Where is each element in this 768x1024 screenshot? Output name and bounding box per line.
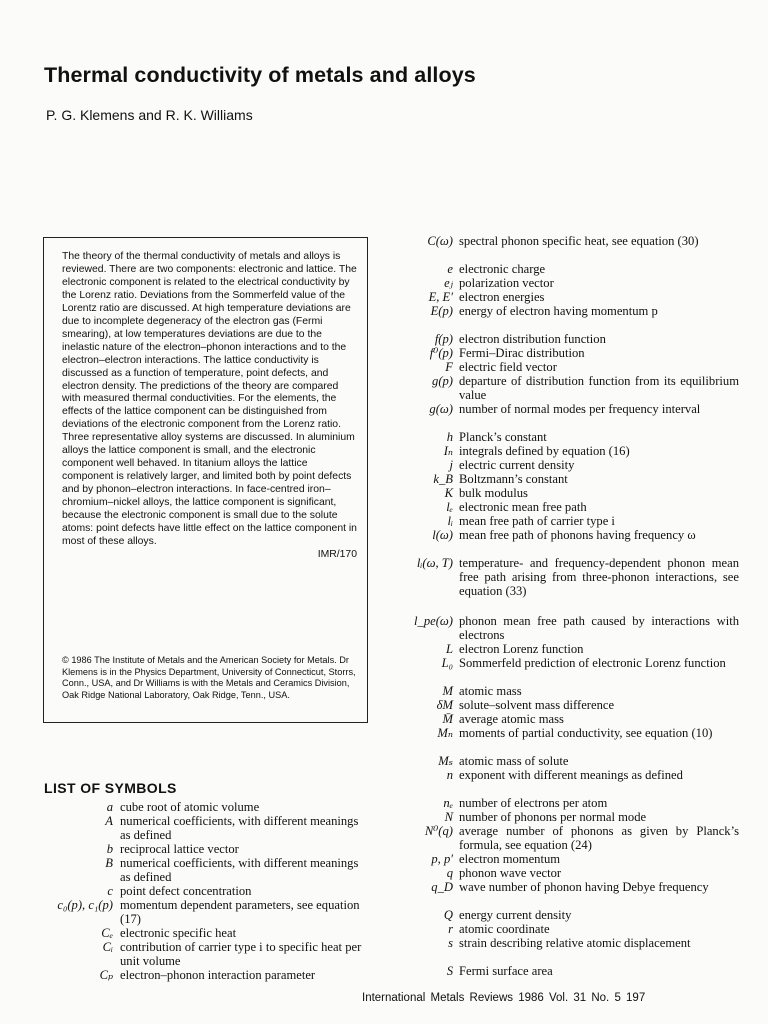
symbol: e xyxy=(447,262,453,276)
symbol: Mₛ xyxy=(438,754,453,768)
symbol-definition: electron–phonon interaction parameter xyxy=(120,968,316,982)
symbol-definition: average number of phonons as given by Planck’s formula, see equation (24) xyxy=(459,824,739,853)
symbol-definition: energy current density xyxy=(459,908,572,922)
article-authors: P. G. Klemens and R. K. Williams xyxy=(46,107,253,123)
symbol-definition: point defect concentration xyxy=(120,884,252,898)
symbol: δM xyxy=(436,698,453,712)
symbol-definition: exponent with different meanings as defined xyxy=(459,768,683,782)
symbol: f(p) xyxy=(434,332,453,346)
symbol-definition: phonon mean free path caused by interactions with electrons xyxy=(459,614,739,643)
symbol: M̄ xyxy=(442,712,453,726)
symbol: g(ω) xyxy=(429,402,453,416)
article-title: Thermal conductivity of metals and alloys xyxy=(44,63,476,87)
symbol-definition: electron Lorenz function xyxy=(459,642,584,656)
symbol-definition: electronic mean free path xyxy=(459,500,587,514)
symbol: k_B xyxy=(433,472,453,486)
symbol-definition: reciprocal lattice vector xyxy=(120,842,239,856)
symbols-heading: LIST OF SYMBOLS xyxy=(44,780,177,796)
symbol: c xyxy=(107,884,113,898)
symbol-definition: electric field vector xyxy=(459,360,557,374)
symbol: l(ω) xyxy=(432,528,453,542)
symbol-definition: electron distribution function xyxy=(459,332,606,346)
symbol-definition: mean free path of carrier type i xyxy=(459,514,615,528)
symbol: c₀(p), c₁(p) xyxy=(57,898,113,912)
symbol: N⁰(q) xyxy=(424,824,453,838)
symbol: lᵢ(ω, T) xyxy=(416,556,453,570)
symbol: L xyxy=(445,642,453,656)
symbol: g(p) xyxy=(432,374,453,388)
symbol-definition: atomic mass xyxy=(459,684,522,698)
symbol-definition: electron energies xyxy=(459,290,545,304)
symbol-definition: number of electrons per atom xyxy=(459,796,608,810)
page-footer: International Metals Reviews 1986 Vol. 31 No. 5 197 xyxy=(362,992,646,1004)
symbol: lₑ xyxy=(446,500,453,514)
symbol: N xyxy=(444,810,453,824)
symbol-definition: moments of partial conductivity, see equation (10) xyxy=(459,726,713,740)
symbol: l_pe(ω) xyxy=(414,614,453,628)
symbol-definition: polarization vector xyxy=(459,276,554,290)
symbol-definition: Fermi surface area xyxy=(459,964,553,978)
symbol: r xyxy=(448,922,453,936)
abstract-code: IMR/170 xyxy=(317,548,357,560)
symbol-definition: electronic charge xyxy=(459,262,546,276)
symbol: p, p′ xyxy=(431,852,453,866)
symbol: j xyxy=(449,458,453,472)
symbol-definition: number of normal modes per frequency interval xyxy=(459,402,701,416)
symbol-definition: phonon wave vector xyxy=(459,866,562,880)
symbol-definition: strain describing relative atomic displacement xyxy=(459,936,691,950)
symbol: E, E′ xyxy=(428,290,453,304)
symbol: Iₙ xyxy=(443,444,453,458)
symbol-definition: Sommerfeld prediction of electronic Lorenz function xyxy=(459,656,726,670)
symbol-definition: momentum dependent parameters, see equation (17) xyxy=(120,898,360,927)
symbol-definition: number of phonons per normal mode xyxy=(459,810,647,824)
symbol-definition: atomic mass of solute xyxy=(459,754,569,768)
symbol-definition: electric current density xyxy=(459,458,575,472)
symbol: n xyxy=(446,768,453,782)
symbol-definition: energy of electron having momentum p xyxy=(459,304,658,318)
symbol: q xyxy=(446,866,453,880)
symbol-definition: solute–solvent mass difference xyxy=(459,698,615,712)
symbol-definition: Boltzmann’s constant xyxy=(459,472,568,486)
symbol: B xyxy=(105,856,113,870)
symbol: Cᵢ xyxy=(102,940,113,954)
symbol: q_D xyxy=(431,880,453,894)
symbol: A xyxy=(105,814,113,828)
symbol: K xyxy=(444,486,453,500)
abstract xyxy=(62,251,357,562)
symbol: s xyxy=(448,936,453,950)
symbol-definition: wave number of phonon having Debye frequency xyxy=(459,880,709,894)
symbol-definition: spectral phonon specific heat, see equation (30) xyxy=(459,234,699,248)
symbol: E(p) xyxy=(430,304,453,318)
abstract-box xyxy=(43,237,368,723)
symbol-definition: atomic coordinate xyxy=(459,922,550,936)
symbol: b xyxy=(106,842,113,856)
symbol: h xyxy=(446,430,453,444)
symbol-definition: electronic specific heat xyxy=(120,926,237,940)
symbol: S xyxy=(446,964,453,978)
symbol-definition: mean free path of phonons having frequency ω xyxy=(459,528,696,542)
symbol-definition: average atomic mass xyxy=(459,712,564,726)
symbol-definition: numerical coefficients, with different meanings as defined xyxy=(120,856,359,885)
symbol: Cₑ xyxy=(101,926,113,940)
symbol-definition: temperature- and frequency-dependent phonon mean free path arising from three-phonon interactions, see equation (33) xyxy=(459,556,739,599)
symbol: L₀ xyxy=(441,656,453,670)
symbol: eⱼ xyxy=(444,276,453,290)
symbol: Q xyxy=(443,908,453,922)
symbol: Mₙ xyxy=(437,726,453,740)
symbol: nₑ xyxy=(443,796,453,810)
symbol: F xyxy=(445,360,453,374)
symbol-definition: integrals defined by equation (16) xyxy=(459,444,630,458)
symbol: Cₚ xyxy=(99,968,113,982)
symbol: a xyxy=(106,800,113,814)
symbol-definition: departure of distribution function from its equilibrium value xyxy=(459,374,739,403)
symbol-definition: electron momentum xyxy=(459,852,561,866)
symbol-definition: bulk modulus xyxy=(459,486,528,500)
abstract-body: The theory of the thermal conductivity of metals and alloys is reviewed. There are two components: electronic and lattice. The electronic component is related to the electrical conductivity by the Lorenz ratio. Deviations from the Sommerfeld value of the Lorentz ratio are discussed. At high temperature deviations are due to incomplete degeneracy of the electron gas (Fermi smearing), at low temperatures deviations are due to the inelastic nature of the electron–phonon interactions and to the electron–electron interactions. The lattice conductivity is discussed as a function of temperature, point defects, and electron density. The predictions of the theory are compared with measured thermal conductivities. For the elements, the effects of the lattice component can be distinguished from deviations of the electronic component from the Lorenz ratio. Three representative alloy systems are discussed. In aluminium alloys the lattice component is small, and the electronic component well behaved. In titanium alloys the lattice component is relatively larger, and limited both by point defects and by phonon–electron interactions. In face-centred iron–chromium–nickel alloys, the lattice component is significant, because the electronic component is small due to the solute atoms: point defects have little effect on the lattice component in most of these alloys. xyxy=(62,251,357,547)
symbol-definition: cube root of atomic volume xyxy=(120,800,260,814)
symbol-definition: Planck’s constant xyxy=(459,430,547,444)
symbol: M xyxy=(442,684,453,698)
symbol: lᵢ xyxy=(447,514,453,528)
symbol-definition: numerical coefficients, with different meanings as defined xyxy=(120,814,359,843)
symbol: C(ω) xyxy=(427,234,453,248)
symbol-definition: contribution of carrier type i to specific heat per unit volume xyxy=(120,940,362,969)
symbol: f⁰(p) xyxy=(429,346,453,360)
copyright-notice: © 1986 The Institute of Metals and the American Society for Metals. Dr Klemens is in the Physics Department, University of Connecticut, Storrs, Conn., USA, and Dr Williams is with the Metals and Ceramics Division, Oak Ridge National Laboratory, Oak Ridge, Tenn., USA. xyxy=(62,655,356,701)
symbol-definition: Fermi–Dirac distribution xyxy=(459,346,585,360)
